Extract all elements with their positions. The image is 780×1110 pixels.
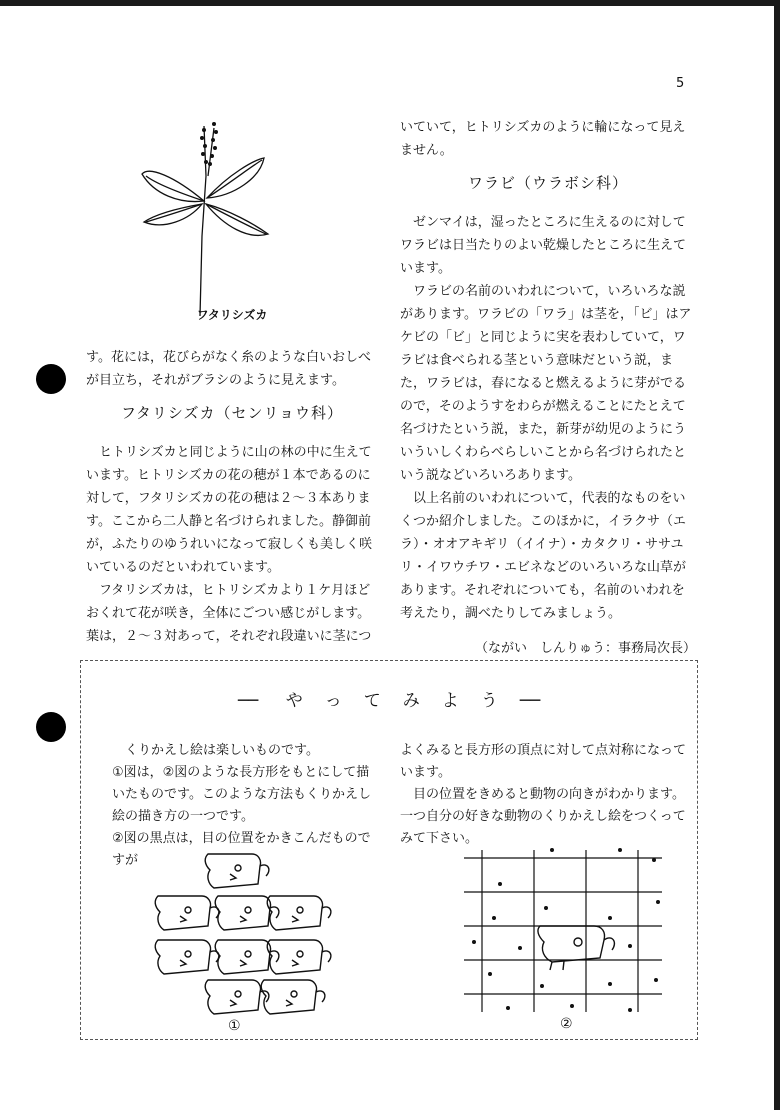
eye-dot bbox=[506, 1006, 510, 1010]
activity-right-text bbox=[400, 740, 690, 850]
intro-line: いていて，ヒトリシズカのように輪になって見え bbox=[400, 120, 686, 135]
paragraph: 目の位置をきめると動物の向きがわかります。一つ自分の好きな動物のくりかえし絵をつくってみて下さい。 bbox=[400, 787, 686, 846]
right-column bbox=[400, 116, 696, 660]
paragraph: ワラビの名前のいわれについて，いろいろな説があります。ワラビの「ワラ」は茎を，「ビ」はアケビの「ビ」と同じように実を表わしていて，ワラビは食べられる茎という意味だという説，また，ワラビは，春になると燃えるように芽がでるので，そのようすをわらが燃えることにたとえて名づけたという説，また，新芽が幼児のようにういういしくわらべらしいことから名づけられたという説などいろいろあります。 bbox=[400, 284, 692, 483]
eye-dot bbox=[544, 906, 548, 910]
eye-dot bbox=[656, 900, 660, 904]
elephant-tile bbox=[215, 940, 279, 974]
eye-dot bbox=[608, 916, 612, 920]
paragraph: ヒトリシズカと同じように山の林の中に生えています。ヒトリシズカの花の穂が１本であるのに対して，フタリシズカの花の穂は２～３本あります。ここから二人静と名づけられました。静御前が，ふたりのゆうれいになって寂しくも美しく咲いているのだといわれています。 bbox=[86, 445, 373, 575]
left-column bbox=[86, 346, 378, 648]
eye-dot bbox=[550, 848, 554, 852]
paragraph: ①図は，②図のような長方形をもとにして描いたものです。このような方法もくりかえし絵の描き方の一つです。 bbox=[112, 765, 371, 824]
futarishizuka-illustration bbox=[134, 116, 274, 316]
scan-right-edge bbox=[774, 0, 780, 1110]
section-heading-futarishizuka: フタリシズカ（センリョウ科） bbox=[120, 404, 344, 422]
intro-line: ません。 bbox=[400, 143, 453, 158]
paragraph: 以上名前のいわれについて，代表的なものをいくつか紹介しました。このほかに，イラクサ（エラ）・オオアキギリ（イイナ）・カタクリ・ササユリ・イワウチワ・エビネなどのいろいろな山草があります。それぞれについても，名前のいわれを考えたり，調べたりしてみましょう。 bbox=[400, 491, 687, 621]
grid-figure-2 bbox=[460, 846, 666, 1016]
paragraph: くりかえし絵は楽しいものです。 bbox=[125, 743, 319, 758]
elephant-tile bbox=[261, 980, 325, 1014]
elephant-tile bbox=[155, 896, 219, 930]
eye-dot bbox=[492, 916, 496, 920]
elephant-tile bbox=[267, 896, 331, 930]
eye-dot bbox=[628, 944, 632, 948]
eye-dot bbox=[488, 972, 492, 976]
title-text: やってみよう bbox=[285, 691, 520, 711]
eye-dot bbox=[498, 882, 502, 886]
eye-dot bbox=[628, 1008, 632, 1012]
elephant-tile bbox=[205, 854, 269, 888]
title-dash-left: ── bbox=[237, 691, 259, 711]
eye-dot bbox=[618, 848, 622, 852]
eye-dot bbox=[654, 978, 658, 982]
elephant-tile bbox=[267, 940, 331, 974]
activity-title bbox=[80, 686, 698, 711]
section-heading-warabi: ワラビ（ウラボシ科） bbox=[467, 174, 628, 192]
eye-dot bbox=[472, 940, 476, 944]
eye-dot bbox=[652, 858, 656, 862]
intro-line: す。花には，花びらがなく糸のような白いおしべ bbox=[86, 350, 371, 365]
elephant-tile bbox=[205, 980, 269, 1014]
intro-line: が目立ち，それがブラシのように見えます。 bbox=[86, 373, 345, 388]
binder-hole-upper bbox=[36, 364, 66, 394]
elephant-tile bbox=[155, 940, 219, 974]
eye-dot bbox=[570, 1004, 574, 1008]
paragraph: ②図の黒点は，目の位置をかきこんだものですが bbox=[112, 831, 371, 868]
elephant-tile bbox=[215, 896, 279, 930]
page-number: 5 bbox=[676, 76, 685, 91]
author-signature: （ながい しんりゅう：事務局次長） bbox=[474, 641, 696, 656]
eye-dot bbox=[518, 946, 522, 950]
elephant-motif bbox=[538, 926, 605, 962]
eye-dot bbox=[540, 984, 544, 988]
figure-caption: フタリシズカ bbox=[196, 308, 268, 322]
paragraph: ゼンマイは，湿ったところに生えるのに対してワラビは日当たりのよい乾燥したところに生えています。 bbox=[400, 215, 687, 276]
eye-dot bbox=[608, 982, 612, 986]
binder-hole-lower bbox=[36, 712, 66, 742]
figure1-label: ① bbox=[228, 1018, 241, 1034]
figure2-label: ② bbox=[560, 1016, 573, 1032]
paragraph: フタリシズカは，ヒトリシズカより１ケ月ほどおくれて花が咲き，全体にごつい感じがします。葉は，２～３対あって，それぞれ段違いに茎につ bbox=[86, 583, 372, 644]
scan-top-edge bbox=[0, 0, 780, 6]
paragraph: よくみると長方形の頂点に対して点対称になっています。 bbox=[400, 743, 687, 780]
tessellation-figure-1 bbox=[130, 852, 342, 1016]
title-dash-right: ── bbox=[519, 691, 541, 711]
